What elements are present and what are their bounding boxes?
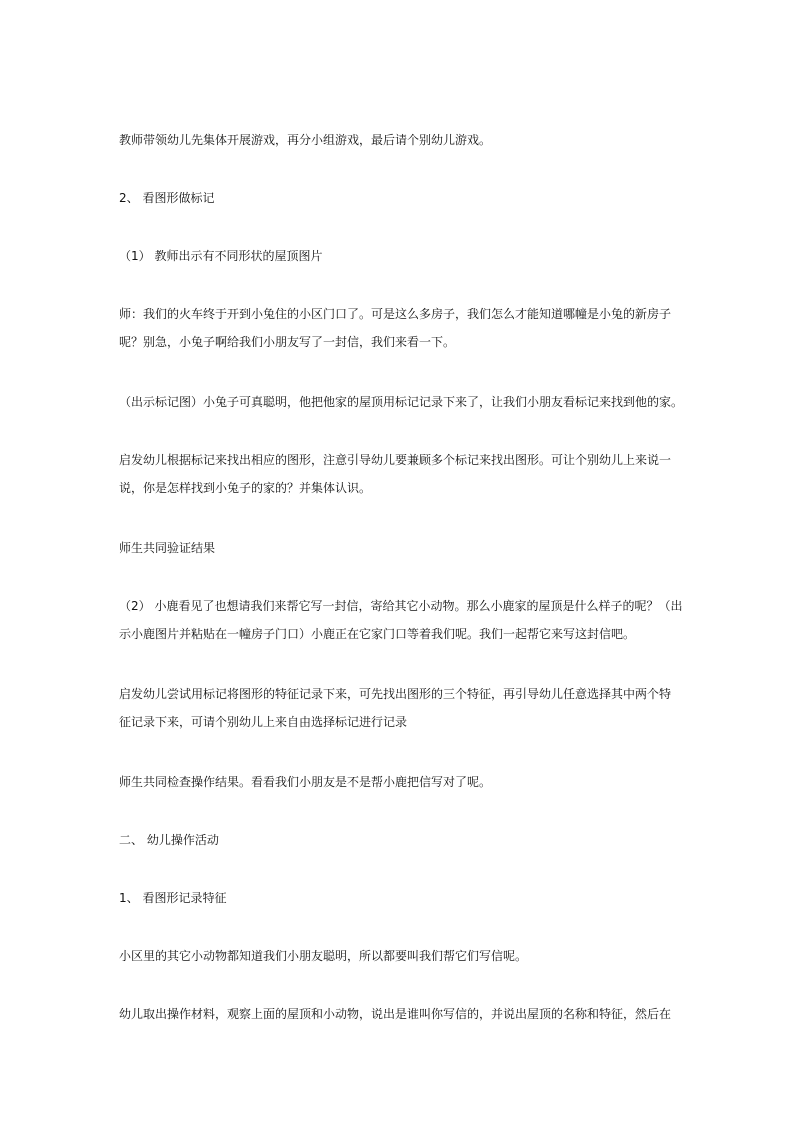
text-line: 小区里的其它小动物都知道我们小朋友聪明，所以都要叫我们帮它们写信呢。: [119, 949, 528, 963]
text-line: 征记录下来，可请个别幼儿上来自由选择标记进行记录: [119, 715, 408, 729]
text-line: 示小鹿图片并粘贴在一幢房子门口）小鹿正在它家门口等着我们呢。我们一起帮它来写这封信吧。: [119, 627, 636, 641]
paragraph-show-marker: [119, 388, 684, 416]
text-line: 幼儿取出操作材料，观察上面的屋顶和小动物，说出是谁叫你写信的，并说出屋顶的名称和特征，然后在: [119, 1007, 672, 1021]
text-line: 2、 看图形做标记: [119, 191, 215, 205]
paragraph-verify-result: [119, 534, 681, 562]
text-line: 1、 看图形记录特征: [119, 891, 227, 905]
paragraph-deer-letter: [119, 592, 681, 648]
paragraph-record-features: [119, 680, 681, 736]
paragraph-teacher-dialogue: [119, 300, 681, 356]
text-line: 启发幼儿根据标记来找出相应的图形，注意引导幼儿要兼顾多个标记来找出图形。可让个别幼儿上来说一: [119, 453, 672, 467]
text-line: 师生共同验证结果: [119, 541, 216, 555]
text-line: 师生共同检查操作结果。看看我们小朋友是不是帮小鹿把信写对了呢。: [119, 775, 492, 789]
text-line: 教师带领幼儿先集体开展游戏，再分小组游戏，最后请个别幼儿游戏。: [119, 133, 492, 147]
section-heading-er: [119, 826, 681, 854]
text-line: （出示标记图）小兔子可真聪明，他把他家的屋顶用标记记录下来了，让我们小朋友看标记来找到他的家。: [119, 395, 684, 409]
text-line: 说，你是怎样找到小兔子的家的？并集体认识。: [119, 481, 372, 495]
sub-heading-1: [119, 242, 681, 270]
paragraph-operation-material: [119, 1000, 681, 1028]
text-line: 呢？别急，小兔子啊给我们小朋友写了一封信，我们来看一下。: [119, 335, 456, 349]
paragraph-guide-children: [119, 446, 681, 502]
text-line: 师：我们的火车终于开到小兔住的小区门口了。可是这么多房子，我们怎么才能知道哪幢是小兔的新房子: [119, 307, 672, 321]
paragraph-other-animals: [119, 942, 681, 970]
section-heading-2: [119, 184, 681, 212]
text-line: （1） 教师出示有不同形状的屋顶图片: [119, 249, 323, 263]
section-heading-1: [119, 884, 681, 912]
paragraph-group-game: [119, 126, 681, 154]
text-line: （2） 小鹿看见了也想请我们来帮它写一封信，寄给其它小动物。那么小鹿家的屋顶是什么样子的呢？（出: [119, 599, 683, 613]
text-line: 启发幼儿尝试用标记将图形的特征记录下来，可先找出图形的三个特征，再引导幼儿任意选择其中两个特: [119, 687, 672, 701]
text-line: 二、 幼儿操作活动: [119, 833, 219, 847]
paragraph-check-result: [119, 768, 681, 796]
